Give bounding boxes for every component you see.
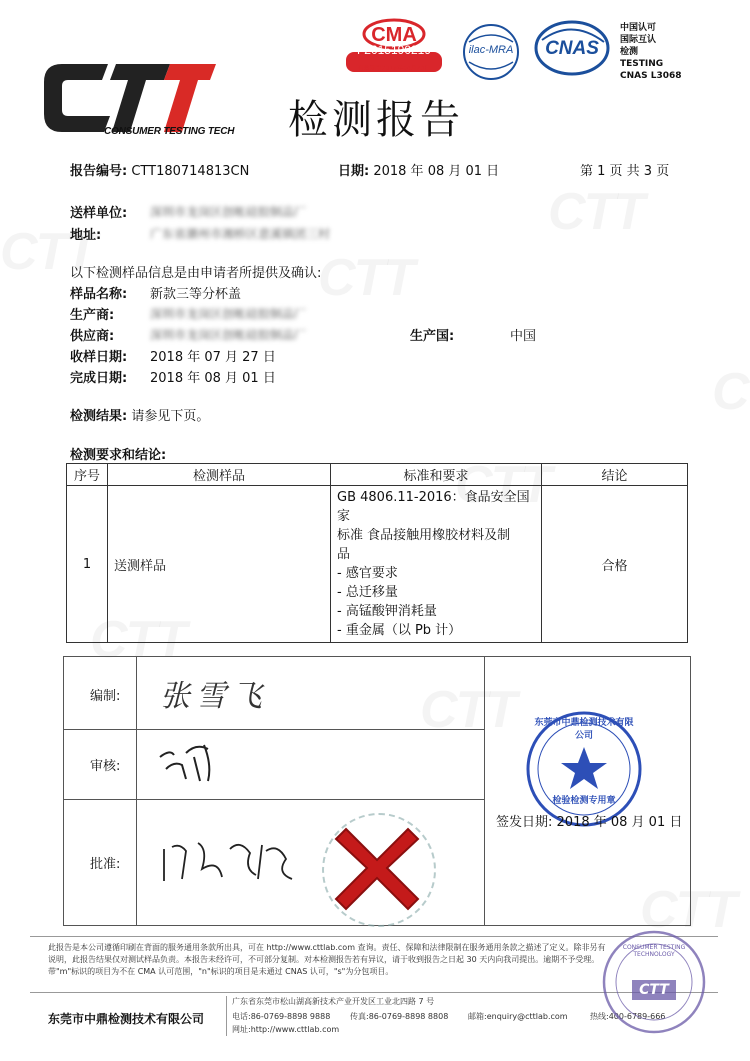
test-result: 检测结果: 请参见下页。	[70, 409, 210, 424]
finished-date: 2018 年 08 月 01 日	[150, 371, 276, 386]
watermark	[548, 182, 643, 242]
footer-address: 广东省东莞市松山湖高新技术产业开发区工业北四路 7 号	[232, 997, 435, 1006]
watermark	[712, 362, 750, 422]
column-header: 序号	[67, 464, 108, 486]
column-header: 检测样品	[108, 464, 331, 486]
footer-company: 东莞市中鼎检测技术有限公司	[48, 1012, 205, 1026]
sample-name-label: 样品名称:	[70, 287, 128, 302]
svg-text:CMA: CMA	[371, 24, 417, 46]
cnas-text: 中国认可 国际互认 检测 TESTING CNAS L3068	[620, 23, 682, 81]
approver-signature	[158, 829, 308, 889]
reject-x-icon	[332, 823, 422, 913]
maker-value: 深圳市龙岗区创帐硅胶制品厂	[150, 307, 307, 321]
sender-label: 送样单位:	[70, 206, 128, 221]
country-value: 中国	[510, 329, 537, 344]
cnas-label: CNAS	[545, 38, 599, 59]
finished-label: 完成日期:	[70, 371, 128, 386]
sender-value: 深圳市龙岗区创帐硅胶制品厂	[150, 205, 307, 219]
column-header: 标准和要求	[331, 464, 542, 486]
approved-label: 批准:	[90, 857, 121, 872]
supplier-value: 深圳市龙岗区创帐硅胶制品厂	[150, 328, 307, 342]
stamp-caption: 检验检测专用章	[552, 796, 616, 806]
brand-subtitle: CONSUMER TESTING TECH	[104, 126, 235, 137]
supplier-label: 供应商:	[70, 329, 115, 344]
received-date: 2018 年 07 月 27 日	[150, 350, 276, 365]
signature-box	[63, 656, 691, 926]
cma-validity: 有效期至2018年04月23日	[357, 65, 431, 72]
footer-email: 邮箱:enquiry@cttlab.com	[468, 1012, 568, 1021]
requirements-table	[66, 463, 688, 643]
seal-top-text: CONSUMER TESTING TECHNOLOGY	[622, 944, 686, 958]
reviewer-signature	[156, 735, 226, 785]
received-label: 收样日期:	[70, 350, 128, 365]
page-info: 第 1 页 共 3 页	[580, 164, 670, 179]
footer-notice: 此报告是本公司遵循印刷在背面的服务通用条款所出具，可在 http://www.cttlab.com 查询。责任、保障和法律限制在服务通用条款之描述了定义。除非另有 说明，此报告结果仅对测试样品负责。本报告未经许可，不可部分复制。对本检测报告若有异议，请于收到报告之日起 30 天内向我司提出。逾期不予受理。 带"m"标识的项目为不在 CMA 认可范围，"n"标识的项目是未通过 CNAS 认可，"s"为分包项目。	[48, 943, 606, 976]
report-number: 报告编号: CTT180714813CN	[70, 164, 250, 179]
footer-tel: 电话:86-0769-8898 9888	[232, 1012, 331, 1021]
row-number: 1	[67, 486, 108, 643]
footer-fax: 传真:86-0769-8898 8808	[350, 1012, 449, 1021]
compiled-signature: 张雪飞	[160, 679, 268, 714]
table-row	[67, 486, 688, 643]
report-date: 日期: 2018 年 08 月 01 日	[338, 164, 500, 179]
reviewed-label: 审核:	[90, 759, 121, 774]
requirements-heading: 检测要求和结论:	[70, 448, 167, 463]
sample-intro: 以下检测样品信息是由申请者所提供及确认:	[70, 266, 322, 281]
table-header-row	[67, 464, 688, 486]
address-value: 广东省潮州市湘桥区意溪镇团三村	[150, 227, 331, 241]
watermark	[318, 248, 413, 308]
footer-hotline: 热线:400-6789-666	[590, 1012, 666, 1021]
address-label: 地址:	[70, 228, 102, 243]
column-header: 结论	[542, 464, 688, 486]
sample-name: 新款三等分杯盖	[150, 287, 242, 302]
compiled-label: 编制:	[90, 689, 121, 704]
country-label: 生产国:	[410, 329, 455, 344]
row-conclusion: 合格	[542, 486, 688, 643]
row-standard: GB 4806.11-2016：食品安全国家 标准 食品接触用橡胶材料及制 品 - 感官要求 - 总迁移量 - 高锰酸钾消耗量 - 重金属（以 Pb 计）	[331, 486, 542, 643]
cma-number: F2015190219	[356, 43, 432, 57]
row-sample: 送测样品	[108, 486, 331, 643]
page-title: 检测报告	[288, 97, 464, 143]
maker-label: 生产商:	[70, 308, 115, 323]
footer-site: 网址:http://www.cttlab.com	[232, 1025, 340, 1034]
stamp-company: 东莞市中鼎检测技术有限公司	[534, 718, 634, 741]
ilac-label: ilac-MRA	[468, 44, 514, 56]
issue-date: 签发日期: 2018 年 08 月 01 日	[496, 815, 683, 830]
seal-mid-text: CTT	[639, 982, 669, 998]
